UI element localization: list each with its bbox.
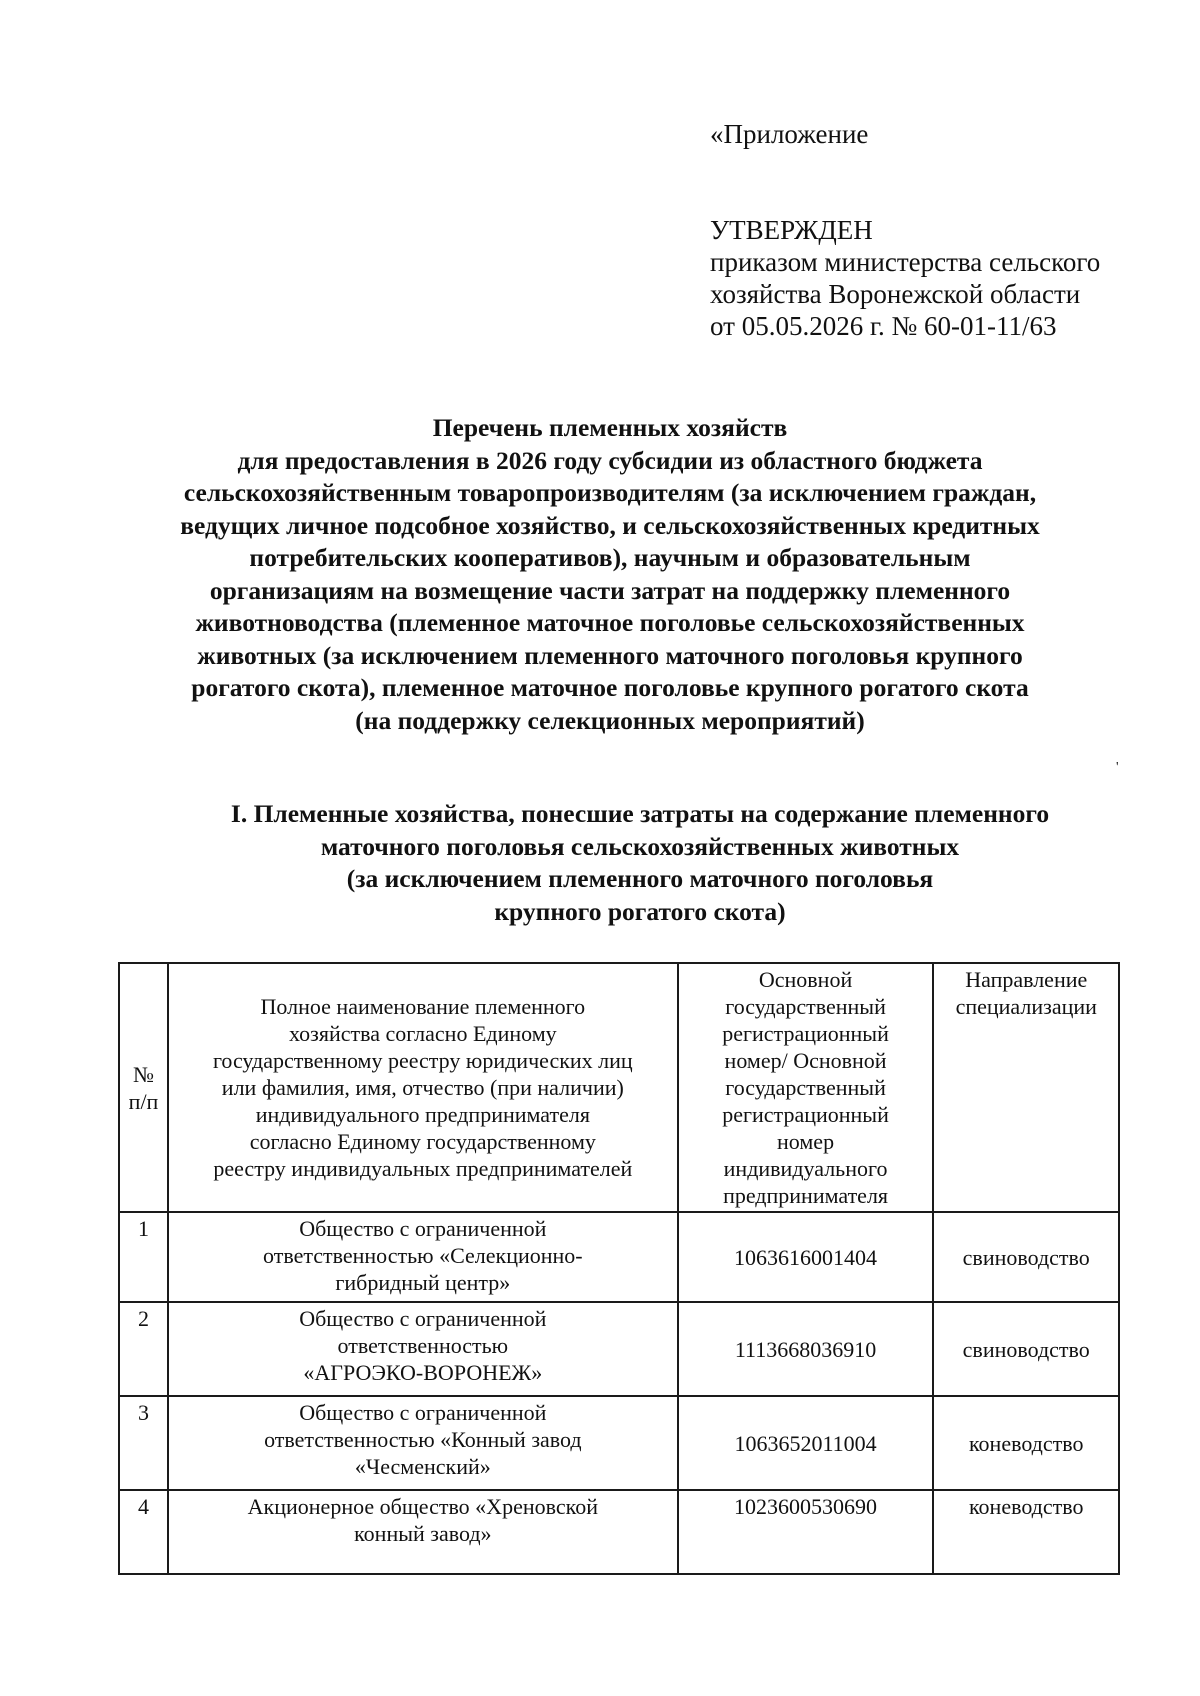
header-line: государственный [725, 994, 886, 1019]
farm-name [168, 1302, 678, 1396]
section-title-line: маточного поголовья сельскохозяйственных животных [320, 831, 960, 861]
header-line: индивидуального [723, 1156, 888, 1181]
title-line: для предоставления в 2026 году субсидии из областного бюджета [237, 445, 983, 475]
title-line: животноводства (племенное маточное поголовье сельскохозяйственных [195, 608, 1025, 637]
header-line: специализации [955, 994, 1097, 1019]
approval-line: приказом министерства сельского [710, 247, 1101, 277]
table-header-row [119, 963, 1119, 1212]
header-line: Направление [965, 967, 1088, 992]
farm-name-line: Общество с ограниченной [299, 1306, 547, 1331]
table-row [119, 1302, 1119, 1396]
header-line: Основной [758, 967, 853, 992]
row-number: 4 [119, 1490, 168, 1574]
header-line: государственный [725, 1075, 886, 1100]
title-line: животных (за исключением племенного маточного поголовья крупного [197, 640, 1023, 670]
title-line: Перечень племенных хозяйств [432, 413, 788, 442]
title-line: организациям на возмещение части затрат на поддержку племенного [209, 575, 1011, 605]
farm-name-line: гибридный центр» [335, 1270, 511, 1295]
header-line: индивидуального предпринимателя [255, 1102, 590, 1127]
header-number [119, 963, 168, 1212]
farm-name-line: «Чесменский» [354, 1454, 491, 1479]
approval-date-number: от 05.05.2026 г. № 60-01-11/63 [710, 311, 1057, 341]
approval-line: хозяйства Воронежской области [710, 279, 1081, 309]
section-title-line: крупного рогатого скота) [494, 896, 786, 926]
row-number: 2 [119, 1302, 168, 1396]
header-line: согласно Единому государственному [249, 1129, 596, 1154]
title-line: потребительских кооперативов), научным и образовательным [249, 543, 971, 572]
header-full-name [168, 963, 678, 1212]
title-line: рогатого скота), племенное маточное поголовье крупного рогатого скота [191, 673, 1029, 702]
appendix-label: «Приложение [710, 119, 869, 149]
breeding-farms-table [118, 962, 1120, 1575]
table-row [119, 1490, 1119, 1574]
title-line: ведущих личное подсобное хозяйство, и сельскохозяйственных кредитных [180, 510, 1040, 540]
farm-ogrn: 1023600530690 [678, 1490, 934, 1574]
farm-ogrn: 1113668036910 [678, 1302, 934, 1396]
farm-name-line: Общество с ограниченной [299, 1400, 547, 1425]
farm-specialization: свиноводство [933, 1302, 1119, 1396]
farm-name-line: ответственностью «Селекционно- [263, 1243, 583, 1268]
farm-specialization: свиноводство [933, 1212, 1119, 1302]
farm-name [168, 1212, 678, 1302]
farm-ogrn: 1063616001404 [678, 1212, 934, 1302]
farm-name-line: Общество с ограниченной [299, 1216, 547, 1241]
document-title [130, 412, 1090, 737]
farm-name-line: ответственностью «Конный завод [264, 1427, 582, 1452]
approval-block [710, 214, 1100, 342]
header-line: п/п [128, 1088, 159, 1114]
header-line: номер [777, 1129, 835, 1154]
title-line: (на поддержку селекционных мероприятий) [355, 705, 865, 735]
table-row [119, 1212, 1119, 1302]
approval-heading: УТВЕРЖДЕН [710, 215, 873, 245]
header-line: государственному реестру юридических лиц [212, 1048, 633, 1073]
header-line: предпринимателя [723, 1183, 889, 1208]
section-title-line: I. Племенные хозяйства, понесшие затраты на содержание племенного [230, 799, 1050, 828]
stray-mark: ' [1116, 760, 1119, 775]
header-line: или фамилия, имя, отчество (при наличии) [221, 1075, 624, 1100]
header-specialization [933, 963, 1119, 1212]
farm-ogrn: 1063652011004 [678, 1396, 934, 1490]
farm-name-line: ответственностью [337, 1333, 509, 1358]
row-number: 3 [119, 1396, 168, 1490]
table-row [119, 1396, 1119, 1490]
farm-specialization: коневодство [933, 1490, 1119, 1574]
header-line: Полное наименование племенного [260, 994, 586, 1019]
header-line: хозяйства согласно Единому [289, 1021, 557, 1046]
farm-name [168, 1490, 678, 1574]
farm-name-line: конный завод» [354, 1521, 492, 1546]
header-line: номер/ Основной [724, 1048, 887, 1073]
section-title-line: (за исключением племенного маточного поголовья [346, 864, 934, 893]
farm-specialization: коневодство [933, 1396, 1119, 1490]
farm-name-line: «АГРОЭКО-ВОРОНЕЖ» [303, 1360, 543, 1385]
farm-name [168, 1396, 678, 1490]
row-number: 1 [119, 1212, 168, 1302]
title-line: сельскохозяйственным товаропроизводителям (за исключением граждан, [183, 478, 1037, 507]
header-line: регистрационный [722, 1102, 889, 1127]
farm-name-line: Акционерное общество «Хреновской [247, 1494, 598, 1519]
header-line: реестру индивидуальных предпринимателей [213, 1156, 633, 1181]
header-ogrn [678, 963, 934, 1212]
section-title [160, 798, 1120, 928]
header-line: регистрационный [722, 1021, 889, 1046]
header-line: № [133, 1061, 155, 1087]
